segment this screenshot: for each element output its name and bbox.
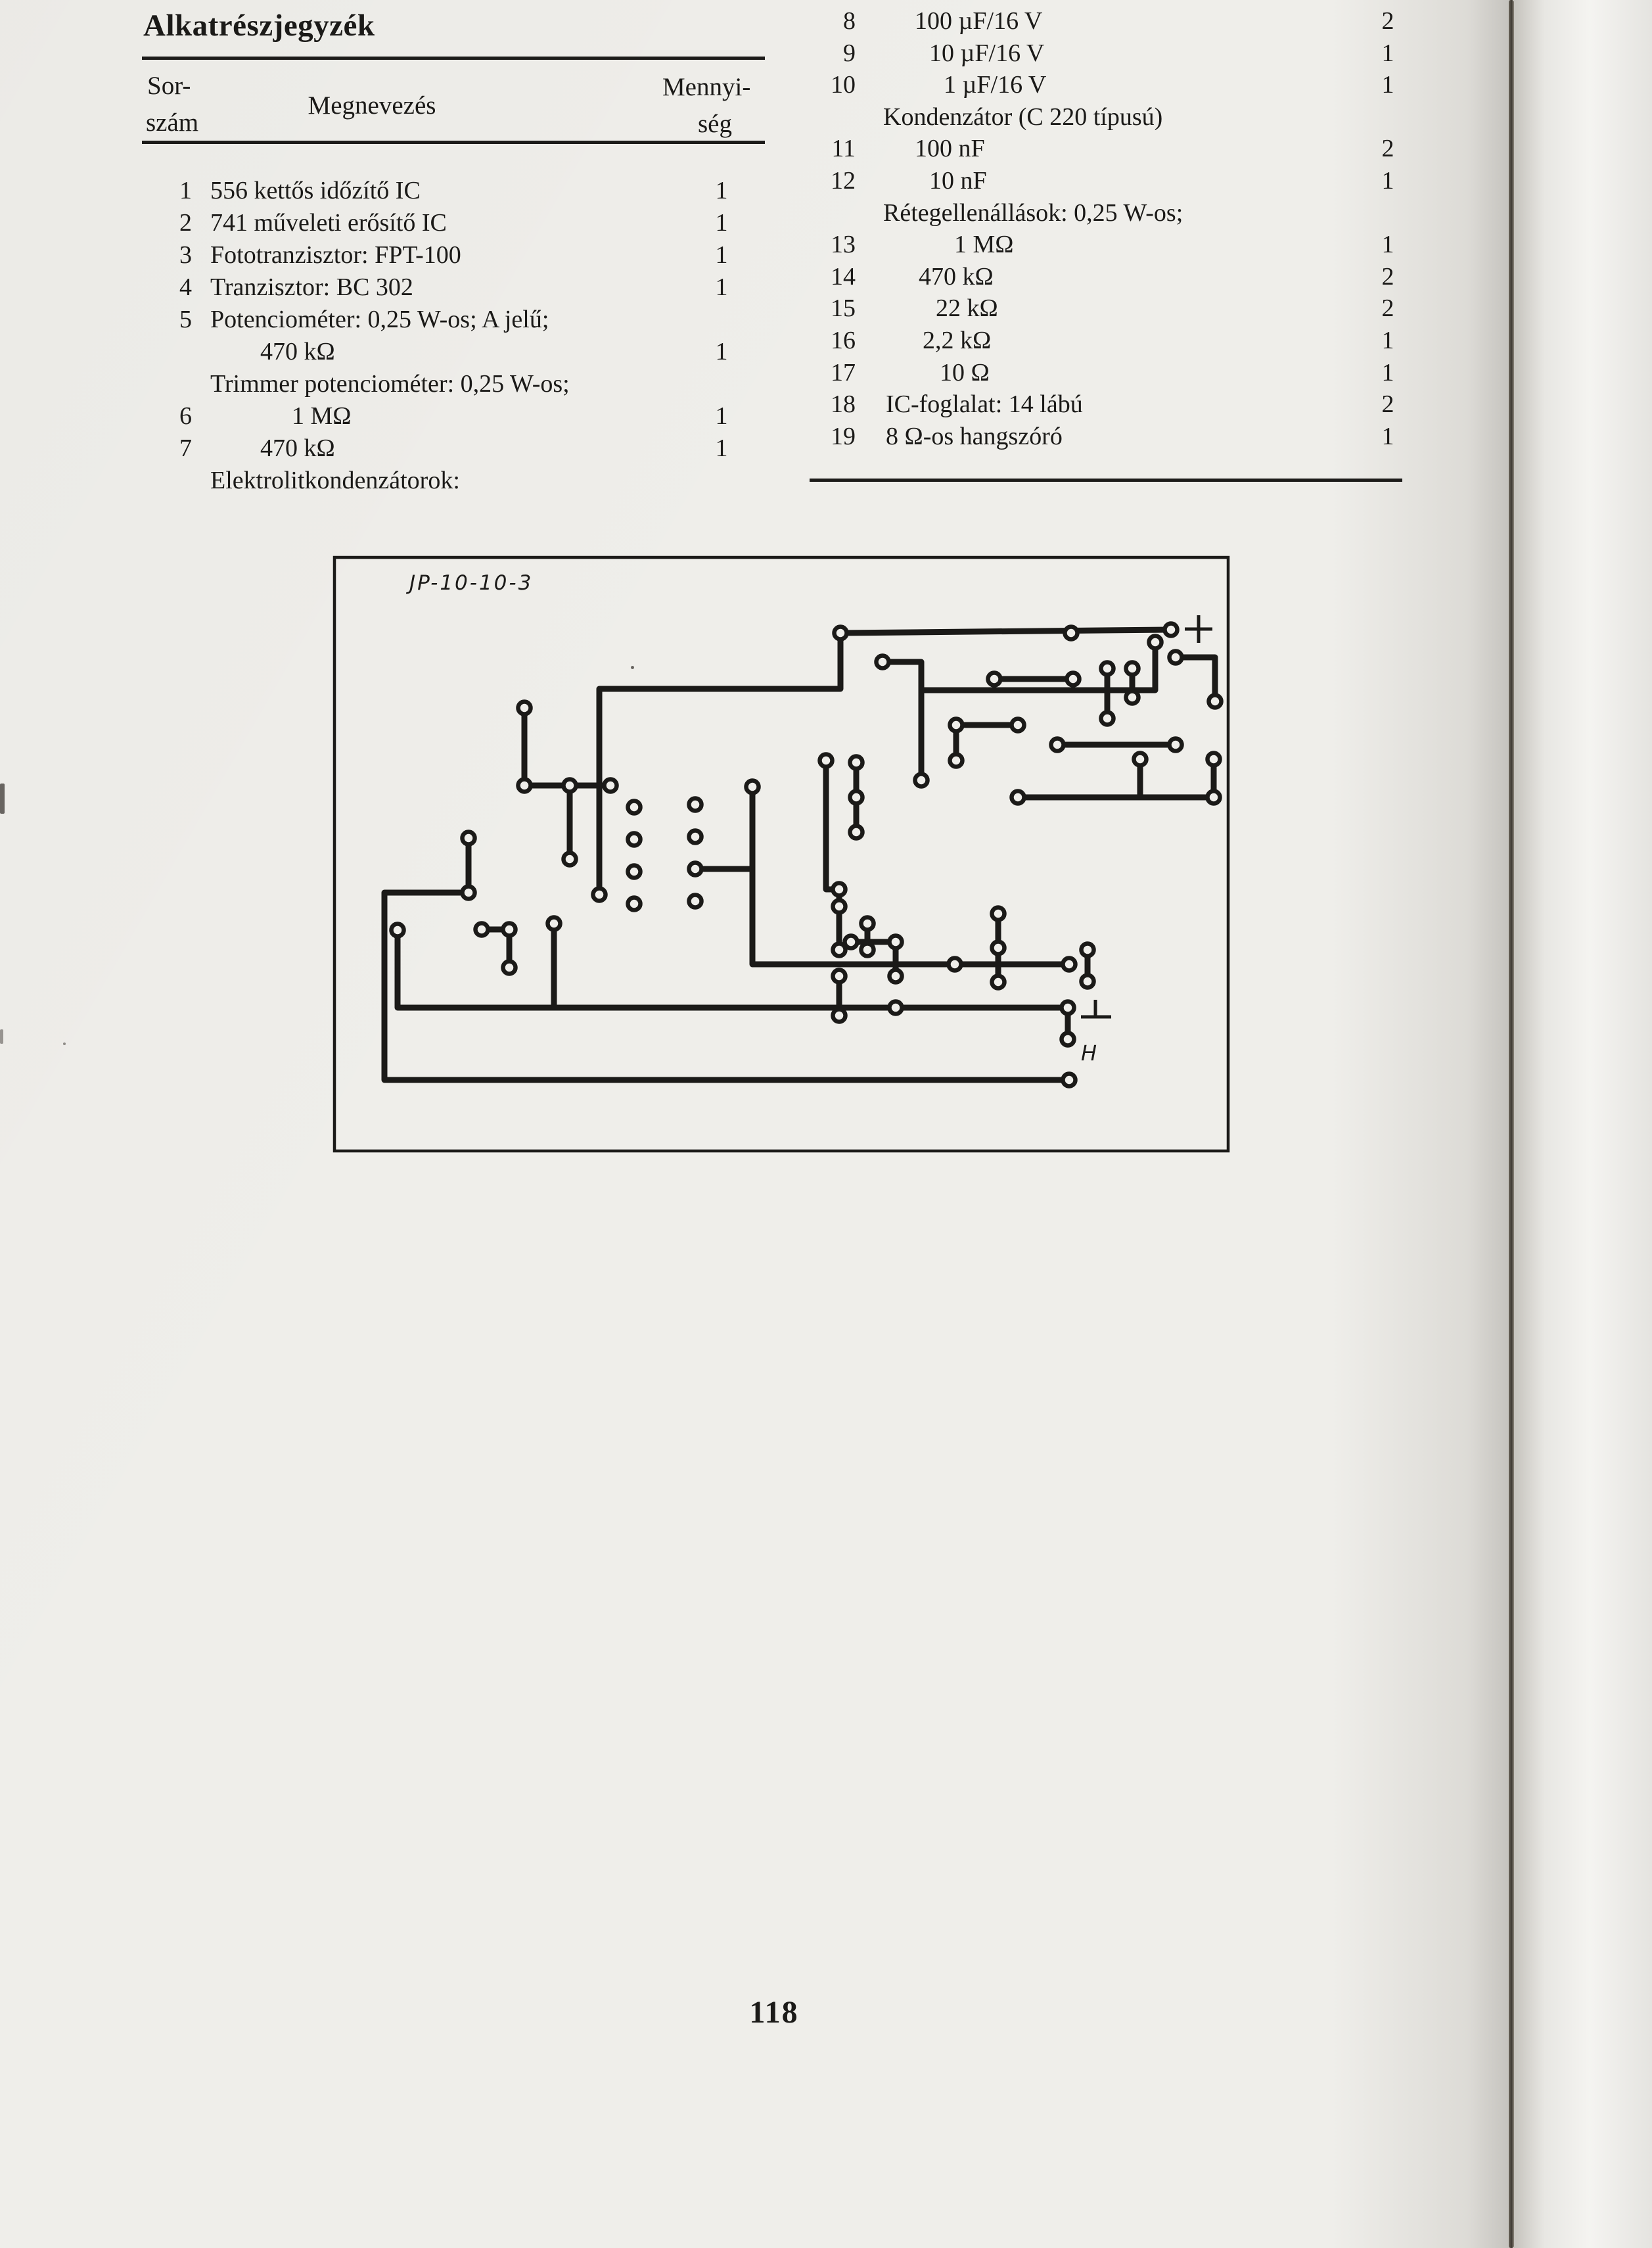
parts-list-row <box>0 166 1511 198</box>
pcb-layout-diagram <box>332 555 1232 1155</box>
scan-smudge <box>0 1029 3 1044</box>
pcb-trace <box>752 787 1069 964</box>
pcb-pad <box>877 656 889 668</box>
parts-list-row <box>0 294 1511 325</box>
column-header-sorszam-line2: szám <box>146 108 199 137</box>
row-quantity: 1 <box>715 209 728 237</box>
pcb-pad <box>689 863 702 876</box>
row-description: 2,2 kΩ <box>923 327 992 354</box>
pcb-pad <box>518 702 531 714</box>
pcb-trace <box>840 630 1171 633</box>
row-description: 10 Ω <box>940 359 990 386</box>
pcb-pad <box>1012 719 1024 732</box>
pcb-pad <box>503 924 516 936</box>
pcb-pad <box>850 757 863 769</box>
row-quantity: 1 <box>715 402 728 430</box>
pcb-pad <box>833 883 846 896</box>
pcb-pad <box>950 719 963 732</box>
dust-speck <box>631 666 634 669</box>
parts-list-row <box>0 39 1511 70</box>
page-number: 118 <box>749 1995 799 2030</box>
pcb-pad <box>628 833 641 846</box>
row-description: 100 nF <box>915 135 985 162</box>
row-description: IC-foglalat: 14 lábú <box>886 390 1083 418</box>
pcb-pad <box>689 895 702 908</box>
pcb-pad <box>746 781 759 793</box>
pcb-pad <box>1062 1002 1074 1014</box>
row-number: 4 <box>179 273 192 301</box>
pcb-pad <box>1063 1074 1076 1087</box>
scan-smudge <box>0 784 5 814</box>
parts-list-row <box>0 262 1511 294</box>
row-quantity: 2 <box>1381 263 1394 291</box>
pcb-pad <box>833 970 846 983</box>
row-description: Fototranzisztor: FPT-100 <box>210 241 461 269</box>
pcb-pad <box>1012 791 1024 804</box>
row-number: 7 <box>179 434 192 462</box>
pcb-pad <box>833 1010 846 1022</box>
row-quantity: 2 <box>1381 135 1394 162</box>
row-description: 470 kΩ <box>260 434 335 462</box>
pcb-pad <box>1051 739 1064 751</box>
row-quantity: 1 <box>1381 167 1394 195</box>
row-quantity: 1 <box>1381 39 1394 67</box>
row-quantity: 2 <box>1381 7 1394 35</box>
pcb-pad <box>1208 791 1220 804</box>
row-description: 1 µF/16 V <box>944 71 1047 99</box>
pcb-trace <box>398 930 1068 1008</box>
dust-speck <box>63 1042 66 1045</box>
row-number: 1 <box>179 177 192 204</box>
row-description: Tranzisztor: BC 302 <box>210 273 413 301</box>
row-number: 19 <box>831 423 856 450</box>
pcb-pad <box>992 908 1005 920</box>
pcb-pad <box>1170 651 1182 664</box>
row-description: Potenciométer: 0,25 W-os; A jelű; <box>210 306 549 333</box>
pcb-pad <box>950 755 963 767</box>
pcb-trace <box>384 838 1069 1080</box>
row-number: 2 <box>179 209 192 237</box>
row-quantity: 1 <box>1381 327 1394 354</box>
pcb-pad <box>861 918 874 930</box>
pcb-trace <box>826 761 839 950</box>
underlying-page <box>1514 0 1652 2248</box>
row-quantity: 1 <box>715 273 728 301</box>
row-description: 10 µF/16 V <box>929 39 1045 67</box>
parts-list-row <box>0 358 1511 390</box>
row-number: 17 <box>831 359 856 386</box>
row-description: 470 kΩ <box>919 263 994 291</box>
parts-list-row <box>0 70 1511 102</box>
pcb-trace <box>1176 657 1215 701</box>
row-description: 10 nF <box>929 167 987 195</box>
page-edge-shadow <box>1509 0 1514 2248</box>
pcb-pad <box>1067 673 1080 686</box>
pcb-pad <box>689 831 702 843</box>
row-description: 470 kΩ <box>260 338 335 365</box>
pcb-pad <box>915 774 928 787</box>
pcb-trace <box>921 642 1155 690</box>
parts-list-title: Alkatrészjegyzék <box>143 9 375 43</box>
row-description: 556 kettős időzítő IC <box>210 177 421 204</box>
pcb-pad <box>1134 753 1147 766</box>
row-quantity: 1 <box>1381 231 1394 258</box>
row-number: 12 <box>831 167 856 195</box>
pcb-pad <box>1208 753 1220 766</box>
row-number: 6 <box>179 402 192 430</box>
pcb-pad <box>833 944 846 956</box>
pcb-pad <box>1065 627 1078 640</box>
pcb-pad <box>988 673 1001 686</box>
pcb-pad <box>463 887 475 899</box>
pcb-pad <box>1149 636 1162 649</box>
pcb-pad <box>1101 713 1114 725</box>
row-number: 14 <box>831 263 856 291</box>
parts-list-row <box>0 466 1511 498</box>
row-quantity: 1 <box>715 177 728 204</box>
pcb-pad <box>992 976 1005 989</box>
row-description: Trimmer potenciométer: 0,25 W-os; <box>210 370 570 398</box>
pcb-pad <box>850 826 863 839</box>
parts-list-row <box>0 103 1511 134</box>
pcb-pad <box>890 1002 902 1014</box>
pcb-pad <box>392 924 404 937</box>
pcb-pad <box>689 799 702 811</box>
pcb-pad <box>890 970 902 983</box>
pcb-pad <box>861 944 874 956</box>
pcb-pad <box>564 780 576 792</box>
row-number: 10 <box>831 71 856 99</box>
pcb-pad <box>1126 663 1139 675</box>
pcb-board-label: JP-10-10-3 <box>409 571 534 595</box>
pcb-pad <box>1063 958 1076 971</box>
pcb-pad <box>949 958 961 971</box>
parts-list-row <box>0 134 1511 166</box>
pcb-pad <box>992 942 1005 954</box>
row-number: 13 <box>831 231 856 258</box>
pcb-pad <box>820 755 833 767</box>
pcb-pad <box>628 801 641 814</box>
row-number: 5 <box>179 306 192 333</box>
row-quantity: 1 <box>715 434 728 462</box>
pcb-pad <box>463 832 475 845</box>
pcb-pad <box>548 918 561 930</box>
row-quantity: 1 <box>715 241 728 269</box>
row-number: 18 <box>831 390 856 418</box>
row-number: 9 <box>843 39 856 67</box>
row-number: 8 <box>843 7 856 35</box>
row-description: Elektrolitkondenzátorok: <box>210 467 460 494</box>
parts-list-row <box>0 422 1511 454</box>
parts-list-row <box>0 230 1511 262</box>
pcb-pad <box>628 898 641 910</box>
row-quantity: 2 <box>1381 294 1394 322</box>
row-number: 11 <box>831 135 856 162</box>
pcb-pad <box>593 889 606 901</box>
row-quantity: 1 <box>1381 71 1394 99</box>
row-number: 15 <box>831 294 856 322</box>
pcb-pad <box>476 924 488 936</box>
pcb-pad <box>503 962 516 974</box>
row-description: 22 kΩ <box>936 294 998 322</box>
row-description: Rétegellenállások: 0,25 W-os; <box>883 199 1183 227</box>
pcb-pad <box>850 791 863 804</box>
pcb-pad <box>833 901 846 913</box>
pcb-pad <box>1170 739 1182 751</box>
pcb-pad <box>1165 624 1178 636</box>
pcb-pad <box>890 936 902 948</box>
pcb-pad <box>1082 975 1094 988</box>
parts-list-row <box>0 199 1511 230</box>
pcb-pad <box>1062 1033 1074 1046</box>
pcb-pad <box>518 780 531 792</box>
column-header-sorszam-line1: Sor- <box>147 72 191 100</box>
pcb-pad <box>1126 691 1139 704</box>
column-header-mennyiseg-line2: ség <box>698 110 732 138</box>
row-description: Kondenzátor (C 220 típusú) <box>883 103 1163 131</box>
ground-h-label: H <box>1081 1041 1097 1065</box>
row-number: 3 <box>179 241 192 269</box>
column-header-mennyiseg-line1: Mennyi- <box>662 73 751 101</box>
row-description: 741 műveleti erősítő IC <box>210 209 447 237</box>
right-column-bottom-rule <box>810 479 1402 482</box>
row-quantity: 2 <box>1381 390 1394 418</box>
parts-list-row <box>0 390 1511 421</box>
column-header-megnevezes: Megnevezés <box>308 91 436 120</box>
row-quantity: 1 <box>715 338 728 365</box>
pcb-trace <box>599 633 840 895</box>
pcb-pad <box>605 780 617 792</box>
pcb-pad <box>628 866 641 878</box>
row-quantity: 1 <box>1381 423 1394 450</box>
parts-list-row <box>0 326 1511 358</box>
row-quantity: 1 <box>1381 359 1394 386</box>
row-description: 1 MΩ <box>292 402 352 430</box>
row-number: 16 <box>831 327 856 354</box>
pcb-pad <box>835 627 847 640</box>
pcb-pad <box>1082 944 1094 956</box>
pcb-pad <box>1209 695 1222 708</box>
row-description: 1 MΩ <box>954 231 1014 258</box>
pcb-trace <box>883 662 921 780</box>
pcb-pad <box>564 853 576 866</box>
row-description: 100 µF/16 V <box>915 7 1043 35</box>
parts-list-row <box>0 7 1511 38</box>
row-description: 8 Ω-os hangszóró <box>886 423 1063 450</box>
pcb-pad <box>1101 663 1114 675</box>
